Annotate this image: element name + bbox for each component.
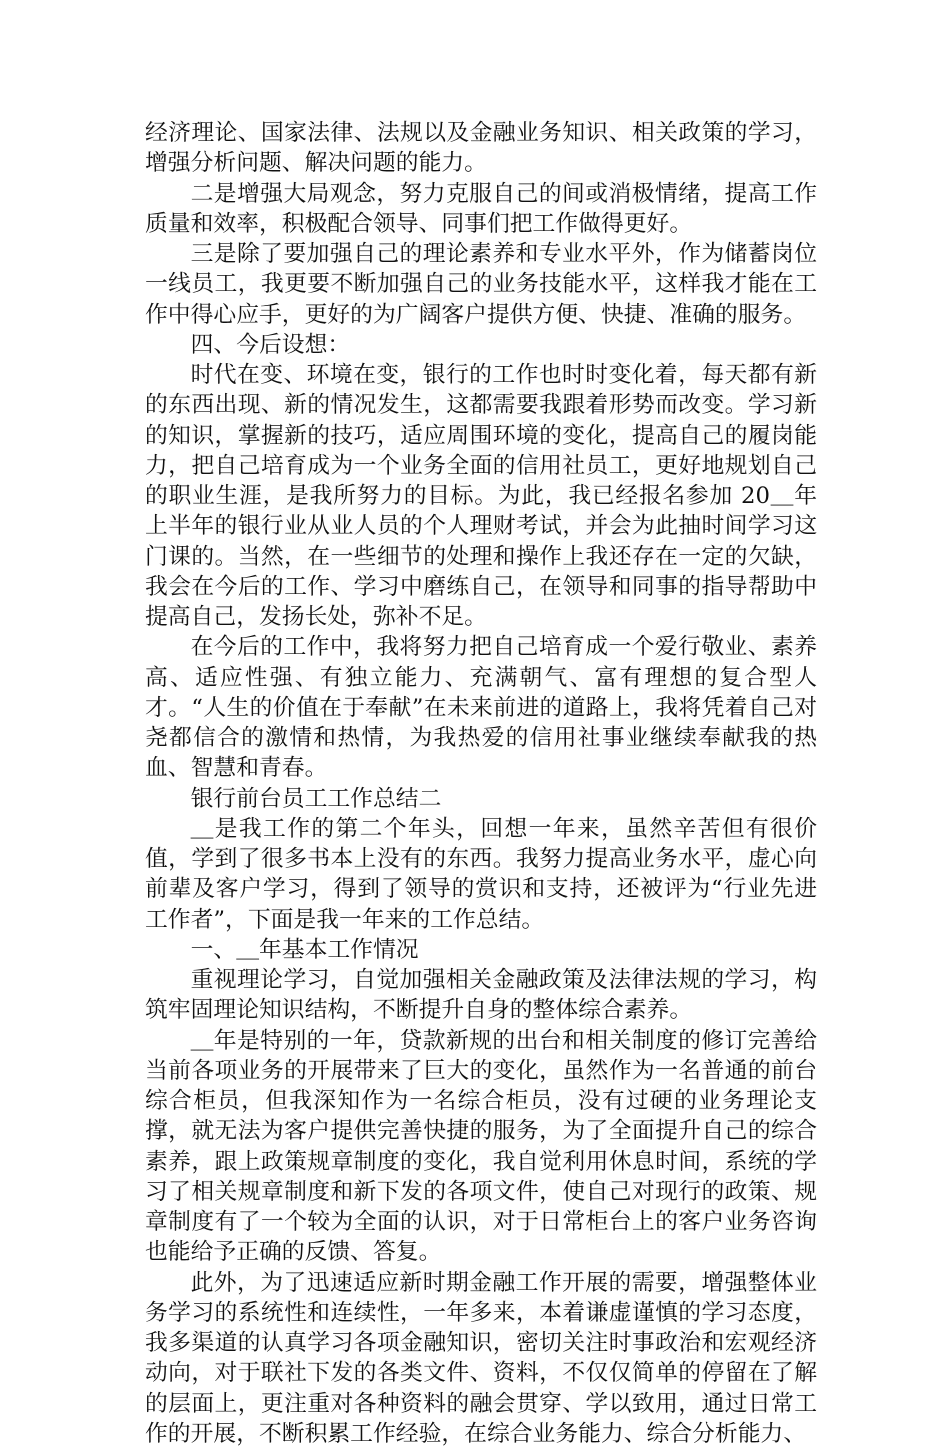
paragraph: 二是增强大局观念，努力克服自己的间或消极情绪，提高工作质量和效率，积极配合领导、同事们把工作做得更好。 [145,179,817,240]
document-title: 银行前台员工工作总结二 [145,784,817,814]
paragraph: ＿年是特别的一年，贷款新规的出台和相关制度的修订完善给当前各项业务的开展带来了巨大的变化，虽然作为一名普通的前台综合柜员，但我深知作为一名综合柜员，没有过硬的业务理论支撑，就无法为客户提供完善快捷的服务，为了全面提升自己的综合素养，跟上政策规章制度的变化，我自觉利用休息时间，系统的学习了相关规章制度和新下发的各项文件，使自己对现行的政策、规章制度有了一个较为全面的认识，对于日常柜台上的客户业务咨询也能给予正确的反馈、答复。 [145,1026,817,1268]
section-heading: 四、今后设想： [145,330,817,360]
paragraph: 时代在变、环境在变，银行的工作也时时变化着，每天都有新的东西出现、新的情况发生，这都需要我跟着形势而改变。学习新的知识，掌握新的技巧，适应周围环境的变化，提高自己的履岗能力，把自己培育成为一个业务全面的信用社员工，更好地规划自己的职业生涯，是我所努力的目标。为此，我已经报名参加 20＿年上半年的银行业从业人员的个人理财考试，并会为此抽时间学习这门课的。当然，在一些细节的处理和操作上我还存在一定的欠缺，我会在今后的工作、学习中磨练自己，在领导和同事的指导帮助中提高自己，发扬长处，弥补不足。 [145,360,817,632]
paragraph: 经济理论、国家法律、法规以及金融业务知识、相关政策的学习，增强分析问题、解决问题的能力。 [145,118,817,179]
paragraph: 此外，为了迅速适应新时期金融工作开展的需要，增强整体业务学习的系统性和连续性，一年多来，本着谦虚谨慎的学习态度，我多渠道的认真学习各项金融知识，密切关注时事政治和宏观经济动向，对于联社下发的各类文件、资料，不仅仅简单的停留在了解的层面上，更注重对各种资料的融会贯穿、学以致用，通过日常工作的开展，不断积累工作经验，在综合业务能力、综合分析能力、 [145,1268,817,1449]
section-heading: 一、＿年基本工作情况 [145,935,817,965]
paragraph: 在今后的工作中，我将努力把自己培育成一个爱行敬业、素养高、适应性强、有独立能力、充满朝气、富有理想的复合型人才。“人生的价值在于奉献”在未来前进的道路上，我将凭着自己对尧都信合的激情和热情，为我热爱的信用社事业继续奉献我的热血、智慧和青春。 [145,632,817,783]
document-page [145,118,817,1449]
paragraph: 重视理论学习，自觉加强相关金融政策及法律法规的学习，构筑牢固理论知识结构，不断提升自身的整体综合素养。 [145,965,817,1026]
paragraph: ＿是我工作的第二个年头，回想一年来，虽然辛苦但有很价值，学到了很多书本上没有的东西。我努力提高业务水平，虚心向前辈及客户学习，得到了领导的赏识和支持，还被评为“行业先进工作者”，下面是我一年来的工作总结。 [145,814,817,935]
paragraph: 三是除了要加强自己的理论素养和专业水平外，作为储蓄岗位一线员工，我更要不断加强自己的业务技能水平，这样我才能在工作中得心应手，更好的为广阔客户提供方便、快捷、准确的服务。 [145,239,817,330]
